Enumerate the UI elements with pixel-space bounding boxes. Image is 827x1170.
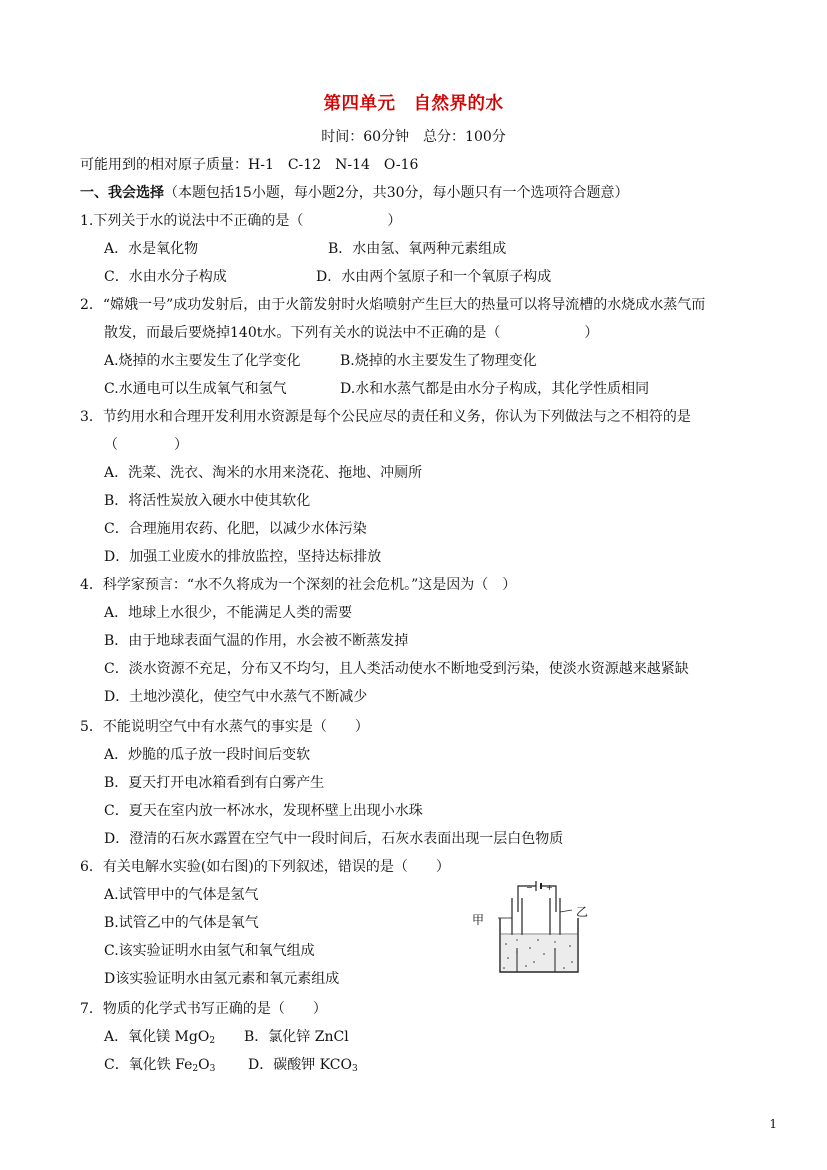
q2-option-c: C.水通电可以生成氧气和氢气	[104, 381, 287, 397]
q7-option-d	[248, 1056, 358, 1074]
q7-option-c-subscript2: 3	[209, 1064, 216, 1074]
q5-option-c: C．夏天在室内放一杯冰水，发现杯壁上出现小水珠	[104, 803, 423, 819]
q2-option-b: B.烧掉的水主要发生了物理变化	[340, 353, 537, 369]
q3-option-b: B．将活性炭放入硬水中使其软化	[104, 493, 311, 509]
section-note: （本题包括15小题，每小题2分，共30分，每小题只有一个选项符合题意）	[164, 185, 629, 201]
q5-option-d: D．澄清的石灰水露置在空气中一段时间后，石灰水表面出现一层白色物质	[104, 831, 564, 847]
q6-option-c: C.该实验证明水由氢气和氧气组成	[104, 943, 315, 959]
q4-stem: 4．科学家预言：“水不久将成为一个深刻的社会危机。”这是因为（ ）	[80, 577, 517, 593]
tube-label-right: 乙	[576, 905, 589, 919]
q1-option-b: B．水由氢、氧两种元素组成	[328, 241, 507, 257]
q3-option-a: A．洗菜、洗衣、淘米的水用来浇花、拖地、冲厕所	[104, 465, 423, 481]
q5-stem: 5．不能说明空气中有水蒸气的事实是（ ）	[80, 719, 369, 735]
q2-stem-line1: 2．“嫦娥一号”成功发射后，由于火箭发射时火焰喷射产生巨大的热量可以将导流槽的水烧成水蒸气而	[80, 297, 706, 313]
q6-stem: 6．有关电解水实验(如右图)的下列叙述，错误的是（ ）	[80, 859, 450, 875]
q6-option-d: D该实验证明水由氢元素和氧元素组成	[104, 971, 340, 987]
q6-option-b: B.试管乙中的气体是氧气	[104, 915, 259, 931]
q7-option-c	[104, 1056, 215, 1074]
q1-option-d: D．水由两个氢原子和一个氧原子构成	[316, 269, 552, 285]
q7-stem: 7．物质的化学式书写正确的是（ ）	[80, 1001, 327, 1017]
q3-option-c: C．合理施用农药、化肥，以减少水体污染	[104, 521, 367, 537]
electrolysis-apparatus-figure	[472, 878, 596, 982]
svg-text:+: +	[546, 883, 553, 892]
q7-option-a-text: A．氧化镁 MgO	[104, 1029, 210, 1045]
q4-option-d: D．土地沙漠化，使空气中水蒸气不断减少	[104, 689, 368, 705]
q7-option-a	[104, 1028, 215, 1046]
page-number: 1	[769, 1117, 777, 1131]
q4-option-c: C．淡水资源不充足，分布又不均匀，且人类活动使水不断地受到污染，使淡水资源越来越紧缺	[104, 661, 689, 677]
q7-option-d-subscript: 3	[351, 1064, 358, 1074]
q3-option-d: D．加强工业废水的排放监控，坚持达标排放	[104, 549, 382, 565]
section-label: 一、我会选择	[80, 185, 164, 201]
q7-option-c-subscript1: 2	[192, 1064, 199, 1074]
q7-option-c-mid: O	[198, 1057, 210, 1073]
q1-option-c: C．水由水分子构成	[104, 269, 227, 285]
q5-option-a: A．炒脆的瓜子放一段时间后变软	[104, 747, 311, 763]
q1-stem: 1.下列关于水的说法中不正确的是（ ）	[80, 213, 402, 229]
page-title: 第四单元 自然界的水	[323, 94, 504, 114]
q5-option-b: B．夏天打开电冰箱看到有白雾产生	[104, 775, 325, 791]
q7-option-c-text: C．氧化铁 Fe	[104, 1057, 193, 1073]
svg-text:−: −	[526, 883, 533, 892]
q7-option-b: B．氯化锌 ZnCl	[244, 1029, 349, 1045]
atomic-masses: 可能用到的相对原子质量：H-1 C-12 N-14 O-16	[80, 157, 419, 173]
q3-stem-line1: 3．节约用水和合理开发利用水资源是每个公民应尽的责任和义务，你认为下列做法与之不相符的是	[80, 409, 691, 425]
q4-option-a: A．地球上水很少，不能满足人类的需要	[104, 605, 353, 621]
q2-option-d: D.水和水蒸气都是由水分子构成，其化学性质相同	[340, 381, 650, 397]
q6-option-a: A.试管甲中的气体是氢气	[104, 887, 259, 903]
tube-label-left: 甲	[472, 913, 485, 927]
q7-option-a-subscript: 2	[209, 1036, 216, 1046]
q2-option-a: A.烧掉的水主要发生了化学变化	[104, 353, 301, 369]
electrolysis-diagram-icon	[486, 878, 596, 978]
q7-option-d-text: D．碳酸钾 KCO	[248, 1057, 352, 1073]
q3-stem-line2: （ ）	[104, 437, 188, 453]
time-info: 时间：60分钟 总分：100分	[321, 129, 506, 145]
section-heading	[80, 184, 629, 202]
q1-option-a: A．水是氧化物	[104, 241, 199, 257]
q2-stem-line2: 散发，而最后要烧掉140t水。下列有关水的说法中不正确的是（ ）	[104, 325, 599, 341]
q4-option-b: B．由于地球表面气温的作用，水会被不断蒸发掉	[104, 633, 409, 649]
